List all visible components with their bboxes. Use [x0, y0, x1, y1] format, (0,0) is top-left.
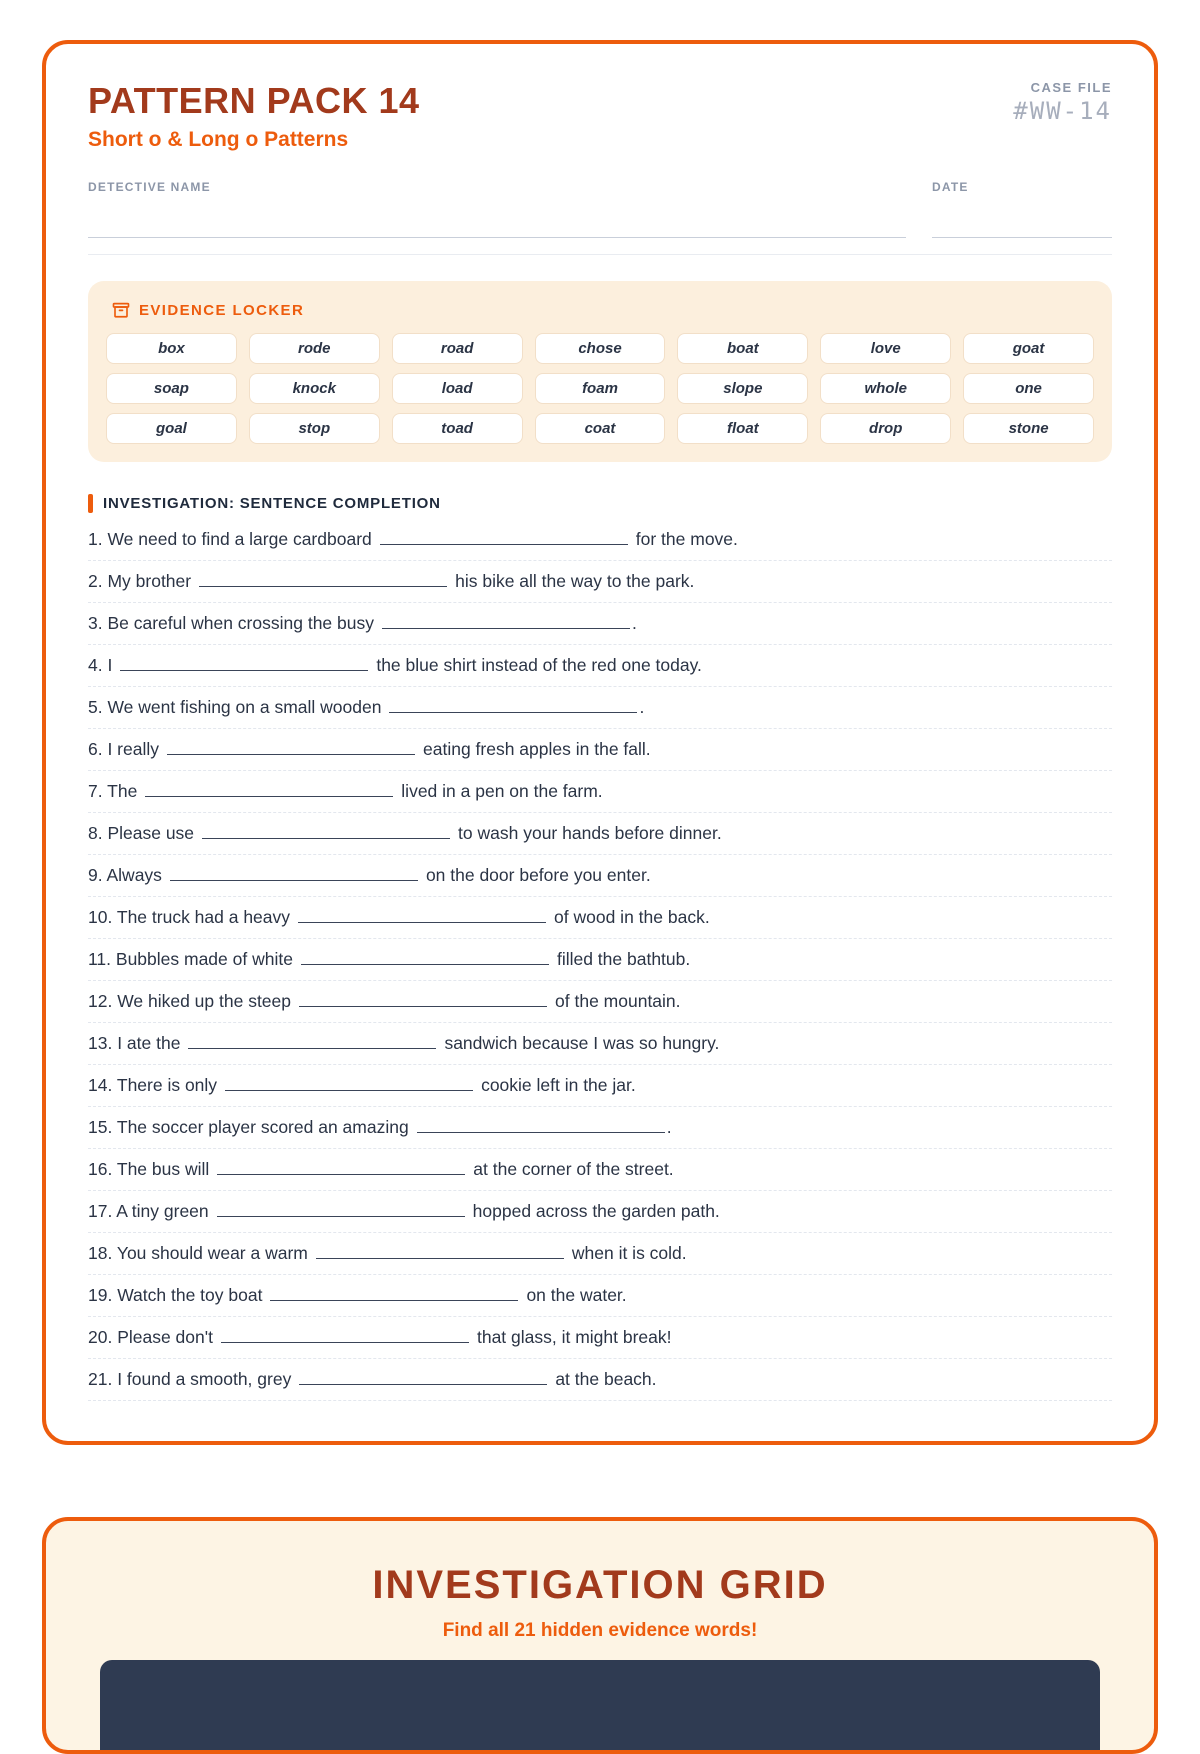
case-file-number: #WW-14	[1013, 97, 1112, 125]
sentence-before: 20. Please don't	[88, 1327, 213, 1347]
sentence-before: 3. Be careful when crossing the busy	[88, 613, 374, 633]
evidence-word-chip: drop	[820, 413, 951, 444]
evidence-locker	[88, 281, 1112, 462]
sentence-before: 16. The bus will	[88, 1159, 210, 1179]
evidence-word-chip: goal	[106, 413, 237, 444]
date-block	[932, 180, 1112, 238]
sentence-row	[88, 813, 1112, 855]
sentence-after: cookie left in the jar.	[481, 1075, 636, 1095]
evidence-word-chip: box	[106, 333, 237, 364]
sentence-before: 9. Always	[88, 865, 162, 885]
evidence-locker-header	[112, 301, 1094, 319]
sentence-row	[88, 1275, 1112, 1317]
heading-accent-bar	[88, 494, 93, 513]
answer-blank[interactable]	[299, 994, 547, 1007]
sentence-row	[88, 981, 1112, 1023]
answer-blank[interactable]	[316, 1246, 564, 1259]
sentence-after: for the move.	[635, 529, 738, 549]
answer-blank[interactable]	[298, 910, 546, 923]
case-file-block	[1013, 80, 1112, 125]
sentence-before: 7. The	[88, 781, 138, 801]
sentence-row	[88, 1359, 1112, 1401]
sentence-row	[88, 1149, 1112, 1191]
evidence-word-chip: rode	[249, 333, 380, 364]
sentence-after: on the water.	[526, 1285, 627, 1305]
evidence-word-chip: load	[392, 373, 523, 404]
sentence-row	[88, 897, 1112, 939]
answer-blank[interactable]	[270, 1288, 518, 1301]
sentence-row	[88, 1023, 1112, 1065]
investigation-grid-card	[42, 1517, 1158, 1754]
sentence-row	[88, 603, 1112, 645]
name-date-row	[88, 180, 1112, 238]
sentence-row	[88, 1233, 1112, 1275]
worksheet-card	[42, 40, 1158, 1445]
evidence-word-chip: chose	[535, 333, 666, 364]
evidence-word-chip: coat	[535, 413, 666, 444]
sentence-row	[88, 939, 1112, 981]
detective-name-field[interactable]	[88, 194, 906, 238]
sentence-row	[88, 1107, 1112, 1149]
sentence-after: to wash your hands before dinner.	[458, 823, 722, 843]
evidence-word-chip: slope	[677, 373, 808, 404]
sentence-row	[88, 687, 1112, 729]
sentence-after: of wood in the back.	[554, 907, 710, 927]
answer-blank[interactable]	[417, 1120, 665, 1133]
evidence-word-chip: goat	[963, 333, 1094, 364]
sentence-before: 18. You should wear a warm	[88, 1243, 308, 1263]
case-file-label: CASE FILE	[1030, 80, 1112, 95]
answer-blank[interactable]	[145, 784, 393, 797]
sentence-after: .	[632, 613, 637, 633]
investigation-title: INVESTIGATION: SENTENCE COMPLETION	[103, 495, 441, 512]
answer-blank[interactable]	[217, 1162, 465, 1175]
sentence-before: 13. I ate the	[88, 1033, 181, 1053]
answer-blank[interactable]	[167, 742, 415, 755]
sentence-before: 4. I	[88, 655, 113, 675]
date-label: DATE	[932, 180, 969, 194]
header	[88, 80, 1112, 152]
investigation-heading	[88, 494, 1112, 513]
sentence-after: on the door before you enter.	[425, 865, 651, 885]
sentence-list	[88, 519, 1112, 1401]
sentence-row	[88, 1317, 1112, 1359]
answer-blank[interactable]	[225, 1078, 473, 1091]
sentence-before: 17. A tiny green	[88, 1201, 209, 1221]
evidence-word-chip: stone	[963, 413, 1094, 444]
sentence-row	[88, 645, 1112, 687]
sentence-before: 1. We need to find a large cardboard	[88, 529, 372, 549]
detective-name-label: DETECTIVE NAME	[88, 180, 211, 194]
sentence-before: 11. Bubbles made of white	[88, 949, 293, 969]
sentence-after: his bike all the way to the park.	[455, 571, 695, 591]
evidence-locker-title: EVIDENCE LOCKER	[139, 301, 305, 319]
sentence-before: 12. We hiked up the steep	[88, 991, 292, 1011]
answer-blank[interactable]	[188, 1036, 436, 1049]
sentence-after: .	[639, 697, 645, 717]
header-left	[88, 80, 420, 152]
sentence-after: eating fresh apples in the fall.	[423, 739, 651, 759]
answer-blank[interactable]	[299, 1372, 547, 1385]
sentence-before: 21. I found a smooth, grey	[88, 1369, 292, 1389]
sentence-before: 2. My brother	[88, 571, 192, 591]
investigation-grid-title: INVESTIGATION GRID	[372, 1563, 828, 1607]
sentence-after: at the corner of the street.	[473, 1159, 674, 1179]
sentence-row	[88, 771, 1112, 813]
answer-blank[interactable]	[170, 868, 418, 881]
page-subtitle: Short o & Long o Patterns	[88, 128, 349, 151]
investigation-grid-subtitle: Find all 21 hidden evidence words!	[442, 1620, 758, 1641]
evidence-word-chip: float	[677, 413, 808, 444]
evidence-word-chip: road	[392, 333, 523, 364]
sentence-row	[88, 729, 1112, 771]
sentence-before: 10. The truck had a heavy	[88, 907, 291, 927]
sentence-before: 5. We went fishing on a small wooden	[88, 697, 382, 717]
evidence-word-chip: toad	[392, 413, 523, 444]
answer-blank[interactable]	[382, 616, 630, 629]
sentence-before: 14. There is only	[88, 1075, 218, 1095]
sentence-before: 8. Please use	[88, 823, 195, 843]
detective-name-block	[88, 180, 906, 238]
sentence-after: filled the bathtub.	[556, 949, 691, 969]
sentence-after: when it is cold.	[571, 1243, 687, 1263]
sentence-row	[88, 1065, 1112, 1107]
answer-blank[interactable]	[120, 658, 368, 671]
evidence-word-chip: whole	[820, 373, 951, 404]
page-title: PATTERN PACK 14	[88, 80, 420, 121]
sentence-after: sandwich because I was so hungry.	[444, 1033, 720, 1053]
sentence-after: the blue shirt instead of the red one today.	[376, 655, 702, 675]
evidence-word-chip: one	[963, 373, 1094, 404]
answer-blank[interactable]	[301, 952, 549, 965]
sentence-before: 15. The soccer player scored an amazing	[88, 1117, 409, 1137]
sentence-before: 19. Watch the toy boat	[88, 1285, 263, 1305]
header-divider	[88, 254, 1112, 255]
evidence-word-chip: soap	[106, 373, 237, 404]
answer-blank[interactable]	[380, 532, 628, 545]
box-icon	[112, 301, 130, 319]
sentence-row	[88, 561, 1112, 603]
sentence-after: at the beach.	[555, 1369, 657, 1389]
word-search-grid	[100, 1660, 1100, 1750]
sentence-row	[88, 1191, 1112, 1233]
evidence-word-chip: knock	[249, 373, 380, 404]
answer-blank[interactable]	[202, 826, 450, 839]
sentence-after: of the mountain.	[555, 991, 681, 1011]
evidence-word-chip: stop	[249, 413, 380, 444]
evidence-word-chip: foam	[535, 373, 666, 404]
answer-blank[interactable]	[221, 1330, 469, 1343]
sentence-after: .	[666, 1117, 672, 1137]
evidence-words-grid	[106, 333, 1094, 444]
answer-blank[interactable]	[389, 700, 637, 713]
sentence-after: lived in a pen on the farm.	[401, 781, 603, 801]
answer-blank[interactable]	[199, 574, 447, 587]
evidence-word-chip: boat	[677, 333, 808, 364]
evidence-word-chip: love	[820, 333, 951, 364]
sentence-after: that glass, it might break!	[476, 1327, 672, 1347]
sentence-row	[88, 855, 1112, 897]
sentence-after: hopped across the garden path.	[472, 1201, 720, 1221]
sentence-before: 6. I really	[88, 739, 159, 759]
sentence-row	[88, 519, 1112, 561]
date-field[interactable]	[932, 194, 1112, 238]
answer-blank[interactable]	[217, 1204, 465, 1217]
